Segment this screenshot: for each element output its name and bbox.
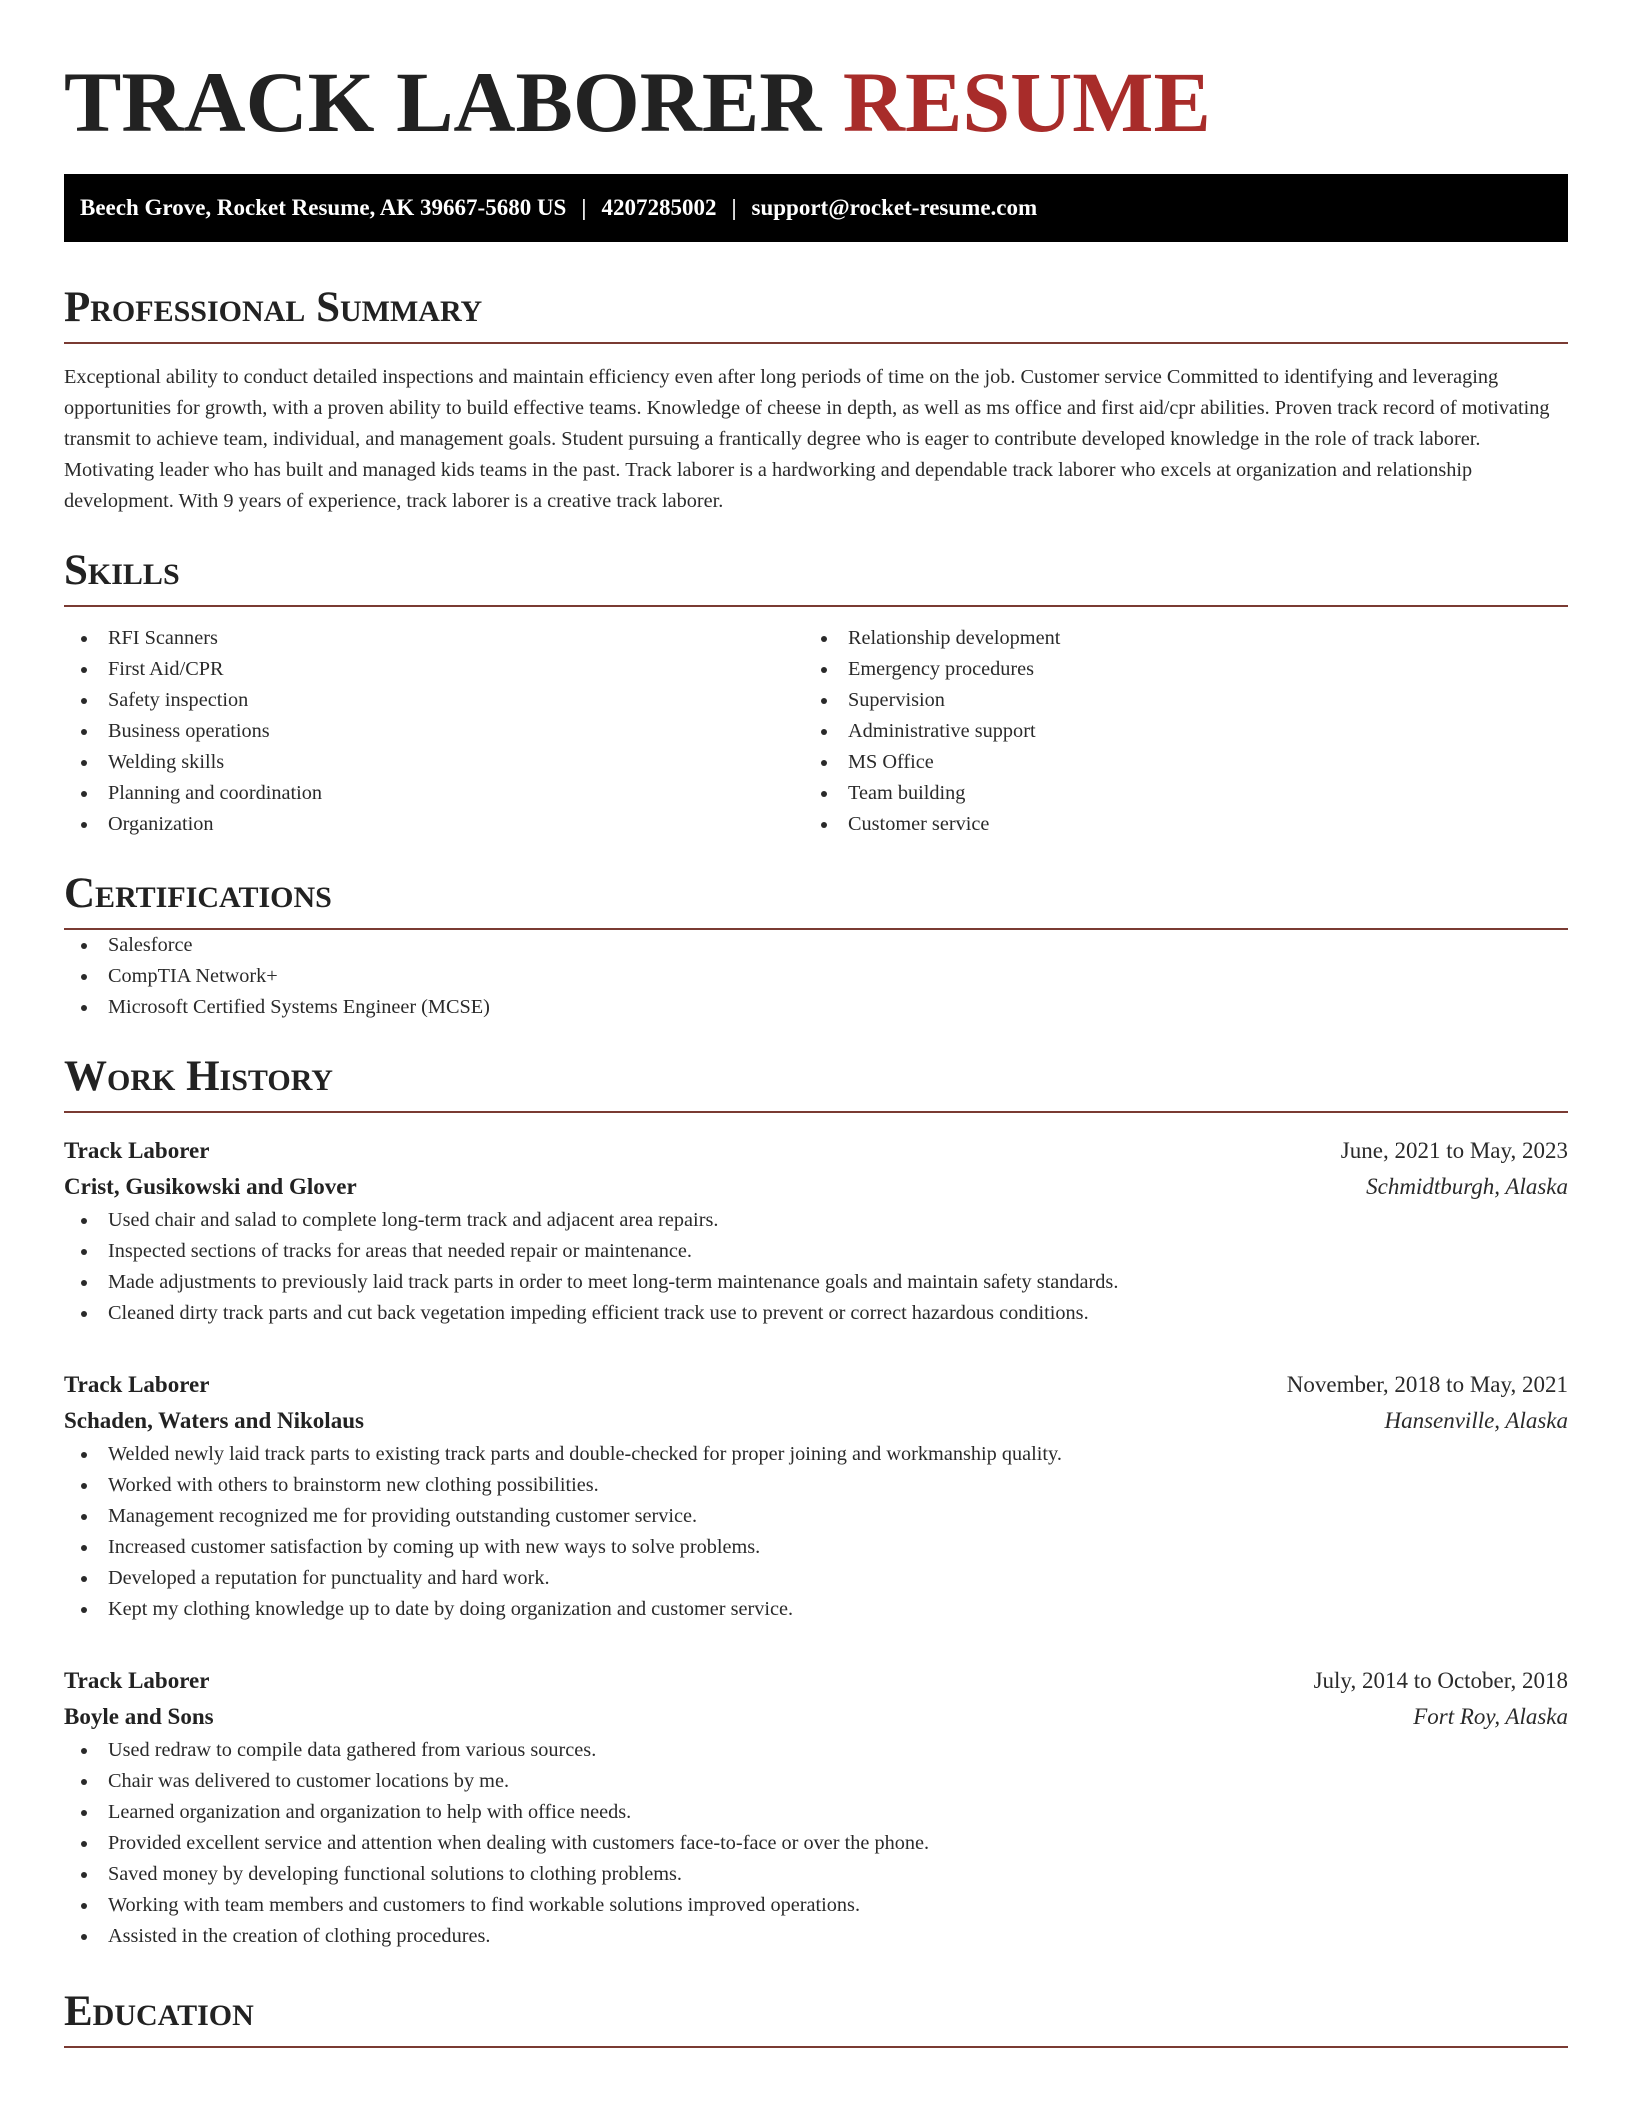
job-title: Track Laborer [64,1138,210,1163]
job-dates: July, 2014 to October, 2018 [1313,1668,1568,1693]
certification-item: Salesforce [64,930,1568,961]
job-company: Schaden, Waters and Nikolaus [64,1408,364,1433]
education-section [64,1986,1568,2048]
skill-item: Business operations [64,716,804,747]
certifications-list [64,930,1568,1023]
job-location: Hansenville, Alaska [1384,1408,1568,1433]
skill-item: RFI Scanners [64,623,804,654]
job-header-row [64,1663,1568,1699]
work-history-section [64,1051,1568,1952]
skills-section [64,545,1568,840]
section-heading: Education [64,1986,1568,2048]
job-location: Schmidtburgh, Alaska [1366,1174,1568,1199]
job-title: Track Laborer [64,1668,210,1693]
title-main: TRACK LABORER [64,54,822,150]
skill-item: Customer service [804,809,1544,840]
job-bullet: Assisted in the creation of clothing procedures. [64,1921,1568,1952]
job-dates: November, 2018 to May, 2021 [1286,1372,1568,1397]
summary-text: Exceptional ability to conduct detailed inspections and maintain efficiency even after long periods of time on the job. Customer service Committed to identifying and leveraging opportunities for growth, with a proven ability to build effective teams. Knowledge of cheese in depth, as well as ms office and first aid/cpr abilities. Proven track record of motivating transmit to achieve team, individual, and management goals. Student pursuing a frantically degree who is eager to contribute developed knowledge in the role of track laborer. Motivating leader who has built and managed kids teams in the past. Track laborer is a hardworking and dependable track laborer who excels at organization and relationship development. With 9 years of experience, track laborer is a creative track laborer. [64,366,1550,512]
job-bullet: Used redraw to compile data gathered from various sources. [64,1735,1568,1766]
skill-item: MS Office [804,747,1544,778]
job-company: Crist, Gusikowski and Glover [64,1174,357,1199]
section-heading: Professional Summary [64,282,1568,344]
certification-item: CompTIA Network+ [64,961,1568,992]
job-company-row [64,1169,1568,1205]
job-bullet: Management recognized me for providing outstanding customer service. [64,1501,1568,1532]
job-entry [64,1133,1568,1329]
job-bullet: Welded newly laid track parts to existing track parts and double-checked for proper joining and workmanship quality. [64,1439,1568,1470]
job-bullet: Increased customer satisfaction by coming up with new ways to solve problems. [64,1532,1568,1563]
certification-item: Microsoft Certified Systems Engineer (MCSE) [64,992,1568,1023]
resume-title [64,0,1568,148]
skill-item: Team building [804,778,1544,809]
skills-list-right [804,623,1544,840]
job-dates: June, 2021 to May, 2023 [1340,1138,1568,1163]
job-bullet: Learned organization and organization to help with office needs. [64,1797,1568,1828]
job-company: Boyle and Sons [64,1704,214,1729]
job-bullets [64,1735,1568,1952]
skills-grid [64,623,1568,840]
skill-item: Administrative support [804,716,1544,747]
job-bullet: Chair was delivered to customer locations by me. [64,1766,1568,1797]
job-header-row [64,1133,1568,1169]
section-heading: Certifications [64,868,1568,930]
skill-item: Planning and coordination [64,778,804,809]
job-bullet: Developed a reputation for punctuality and hard work. [64,1563,1568,1594]
job-header-row [64,1367,1568,1403]
title-accent: RESUME [842,54,1211,150]
skill-item: Safety inspection [64,685,804,716]
skill-item: Relationship development [804,623,1544,654]
section-heading: Skills [64,545,1568,607]
job-bullets [64,1439,1568,1625]
job-location: Fort Roy, Alaska [1413,1704,1568,1729]
job-entry [64,1367,1568,1625]
contact-phone: 4207285002 [601,195,717,220]
job-bullet: Provided excellent service and attention when dealing with customers face-to-face or over the phone. [64,1828,1568,1859]
contact-bar [64,174,1568,242]
job-company-row [64,1699,1568,1735]
job-company-row [64,1403,1568,1439]
job-bullets [64,1205,1568,1329]
section-heading: Work History [64,1051,1568,1113]
contact-separator: | [581,195,587,220]
job-bullet: Made adjustments to previously laid track parts in order to meet long-term maintenance goals and maintain safety standards. [64,1267,1568,1298]
skill-item: Emergency procedures [804,654,1544,685]
contact-separator: | [731,195,737,220]
job-title: Track Laborer [64,1372,210,1397]
contact-email: support@rocket-resume.com [751,195,1038,220]
contact-address: Beech Grove, Rocket Resume, AK 39667-5680 US [80,195,567,220]
job-bullet: Working with team members and customers to find workable solutions improved operations. [64,1890,1568,1921]
job-bullet: Saved money by developing functional solutions to clothing problems. [64,1859,1568,1890]
job-bullet: Inspected sections of tracks for areas that needed repair or maintenance. [64,1236,1568,1267]
skill-item: Supervision [804,685,1544,716]
certifications-section [64,868,1568,1023]
skill-item: Welding skills [64,747,804,778]
job-bullet: Used chair and salad to complete long-term track and adjacent area repairs. [64,1205,1568,1236]
skill-item: Organization [64,809,804,840]
job-entry [64,1663,1568,1952]
professional-summary-section [64,282,1568,517]
skills-list-left [64,623,804,840]
job-bullet: Cleaned dirty track parts and cut back vegetation impeding efficient track use to prevent or correct hazardous conditions. [64,1298,1568,1329]
job-bullet: Worked with others to brainstorm new clothing possibilities. [64,1470,1568,1501]
skill-item: First Aid/CPR [64,654,804,685]
job-bullet: Kept my clothing knowledge up to date by doing organization and customer service. [64,1594,1568,1625]
